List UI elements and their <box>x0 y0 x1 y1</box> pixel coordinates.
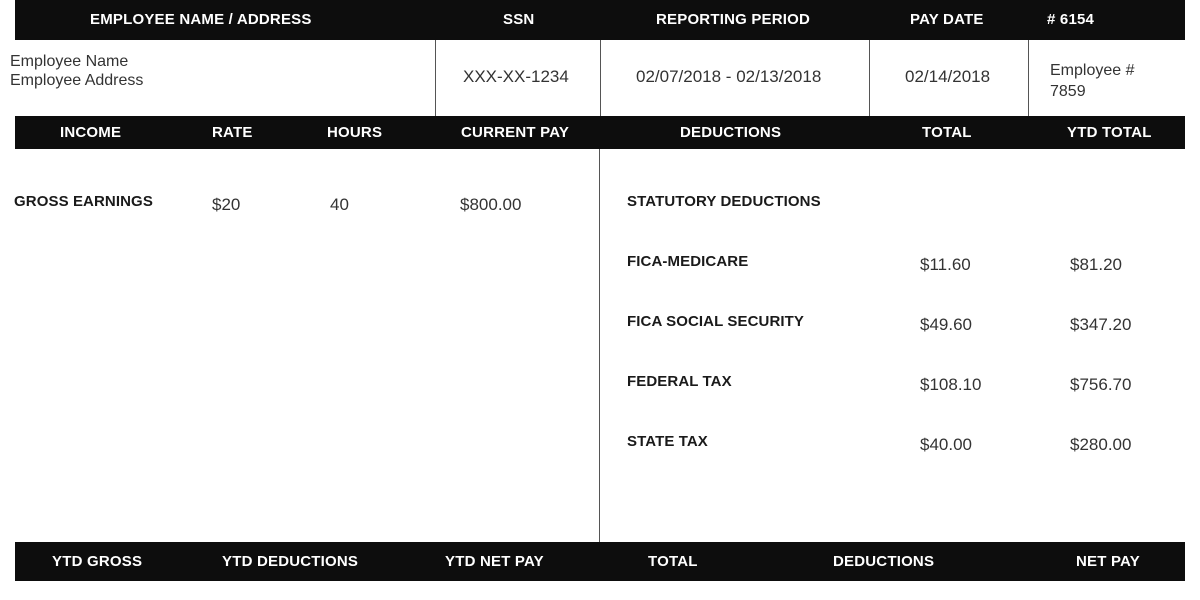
deduction-label: FICA SOCIAL SECURITY <box>627 313 805 330</box>
col-hours: HOURS <box>327 124 383 141</box>
deduction-total: $49.60 <box>920 315 972 334</box>
col-income: INCOME <box>60 124 122 141</box>
footer-ytd-gross: YTD GROSS <box>52 553 143 570</box>
employee-address: Employee Address <box>10 72 144 89</box>
footer-deductions: DEDUCTIONS <box>833 553 935 570</box>
deduction-label: STATE TAX <box>627 433 708 450</box>
col-deductions: DEDUCTIONS <box>680 124 782 141</box>
info-divider <box>600 40 601 116</box>
pay-date-value: 02/14/2018 <box>905 67 991 86</box>
footer-bar <box>15 542 1185 581</box>
info-divider <box>869 40 870 116</box>
col-current-pay: CURRENT PAY <box>461 124 570 141</box>
header-pay-date: PAY DATE <box>910 11 984 28</box>
deduction-total: $40.00 <box>920 435 972 454</box>
header-employee-name-address: EMPLOYEE NAME / ADDRESS <box>90 11 312 28</box>
col-ytd-total: YTD TOTAL <box>1067 124 1152 141</box>
employee-name-address-block <box>10 52 143 90</box>
deduction-ytd: $81.20 <box>1070 255 1122 274</box>
footer-net-pay: NET PAY <box>1076 553 1140 570</box>
deduction-ytd: $756.70 <box>1070 375 1132 394</box>
footer-ytd-net-pay: YTD NET PAY <box>445 553 544 570</box>
income-header-bar <box>15 116 1185 149</box>
employee-number-value: 7859 <box>1050 83 1086 100</box>
employee-name: Employee Name <box>10 53 129 70</box>
footer-ytd-deductions: YTD DEDUCTIONS <box>222 553 359 570</box>
deduction-total: $11.60 <box>920 255 971 274</box>
reporting-period-value: 02/07/2018 - 02/13/2018 <box>636 67 822 86</box>
deduction-label: FEDERAL TAX <box>627 373 732 390</box>
footer-total: TOTAL <box>648 553 698 570</box>
deduction-total: $108.10 <box>920 375 982 394</box>
employee-ssn: XXX-XX-1234 <box>463 67 569 86</box>
gross-earnings-label: GROSS EARNINGS <box>14 193 153 210</box>
col-total: TOTAL <box>922 124 972 141</box>
deduction-label: FICA-MEDICARE <box>627 253 749 270</box>
header-bar <box>15 0 1185 40</box>
gross-earnings-current-pay: $800.00 <box>460 195 522 214</box>
gross-earnings-rate: $20 <box>212 195 241 214</box>
header-reporting-period: REPORTING PERIOD <box>656 11 811 28</box>
check-number: # 6154 <box>1047 11 1095 28</box>
deduction-ytd: $347.20 <box>1070 315 1132 334</box>
employee-number-block <box>1050 60 1135 102</box>
gross-earnings-hours: 40 <box>330 195 349 214</box>
info-divider <box>1028 40 1029 116</box>
deduction-ytd: $280.00 <box>1070 435 1132 454</box>
col-rate: RATE <box>212 124 253 141</box>
section-divider <box>599 149 600 542</box>
statutory-deductions-title: STATUTORY DEDUCTIONS <box>627 193 821 210</box>
header-ssn: SSN <box>503 11 535 28</box>
employee-number-label: Employee # <box>1050 62 1135 79</box>
info-divider <box>435 40 436 116</box>
